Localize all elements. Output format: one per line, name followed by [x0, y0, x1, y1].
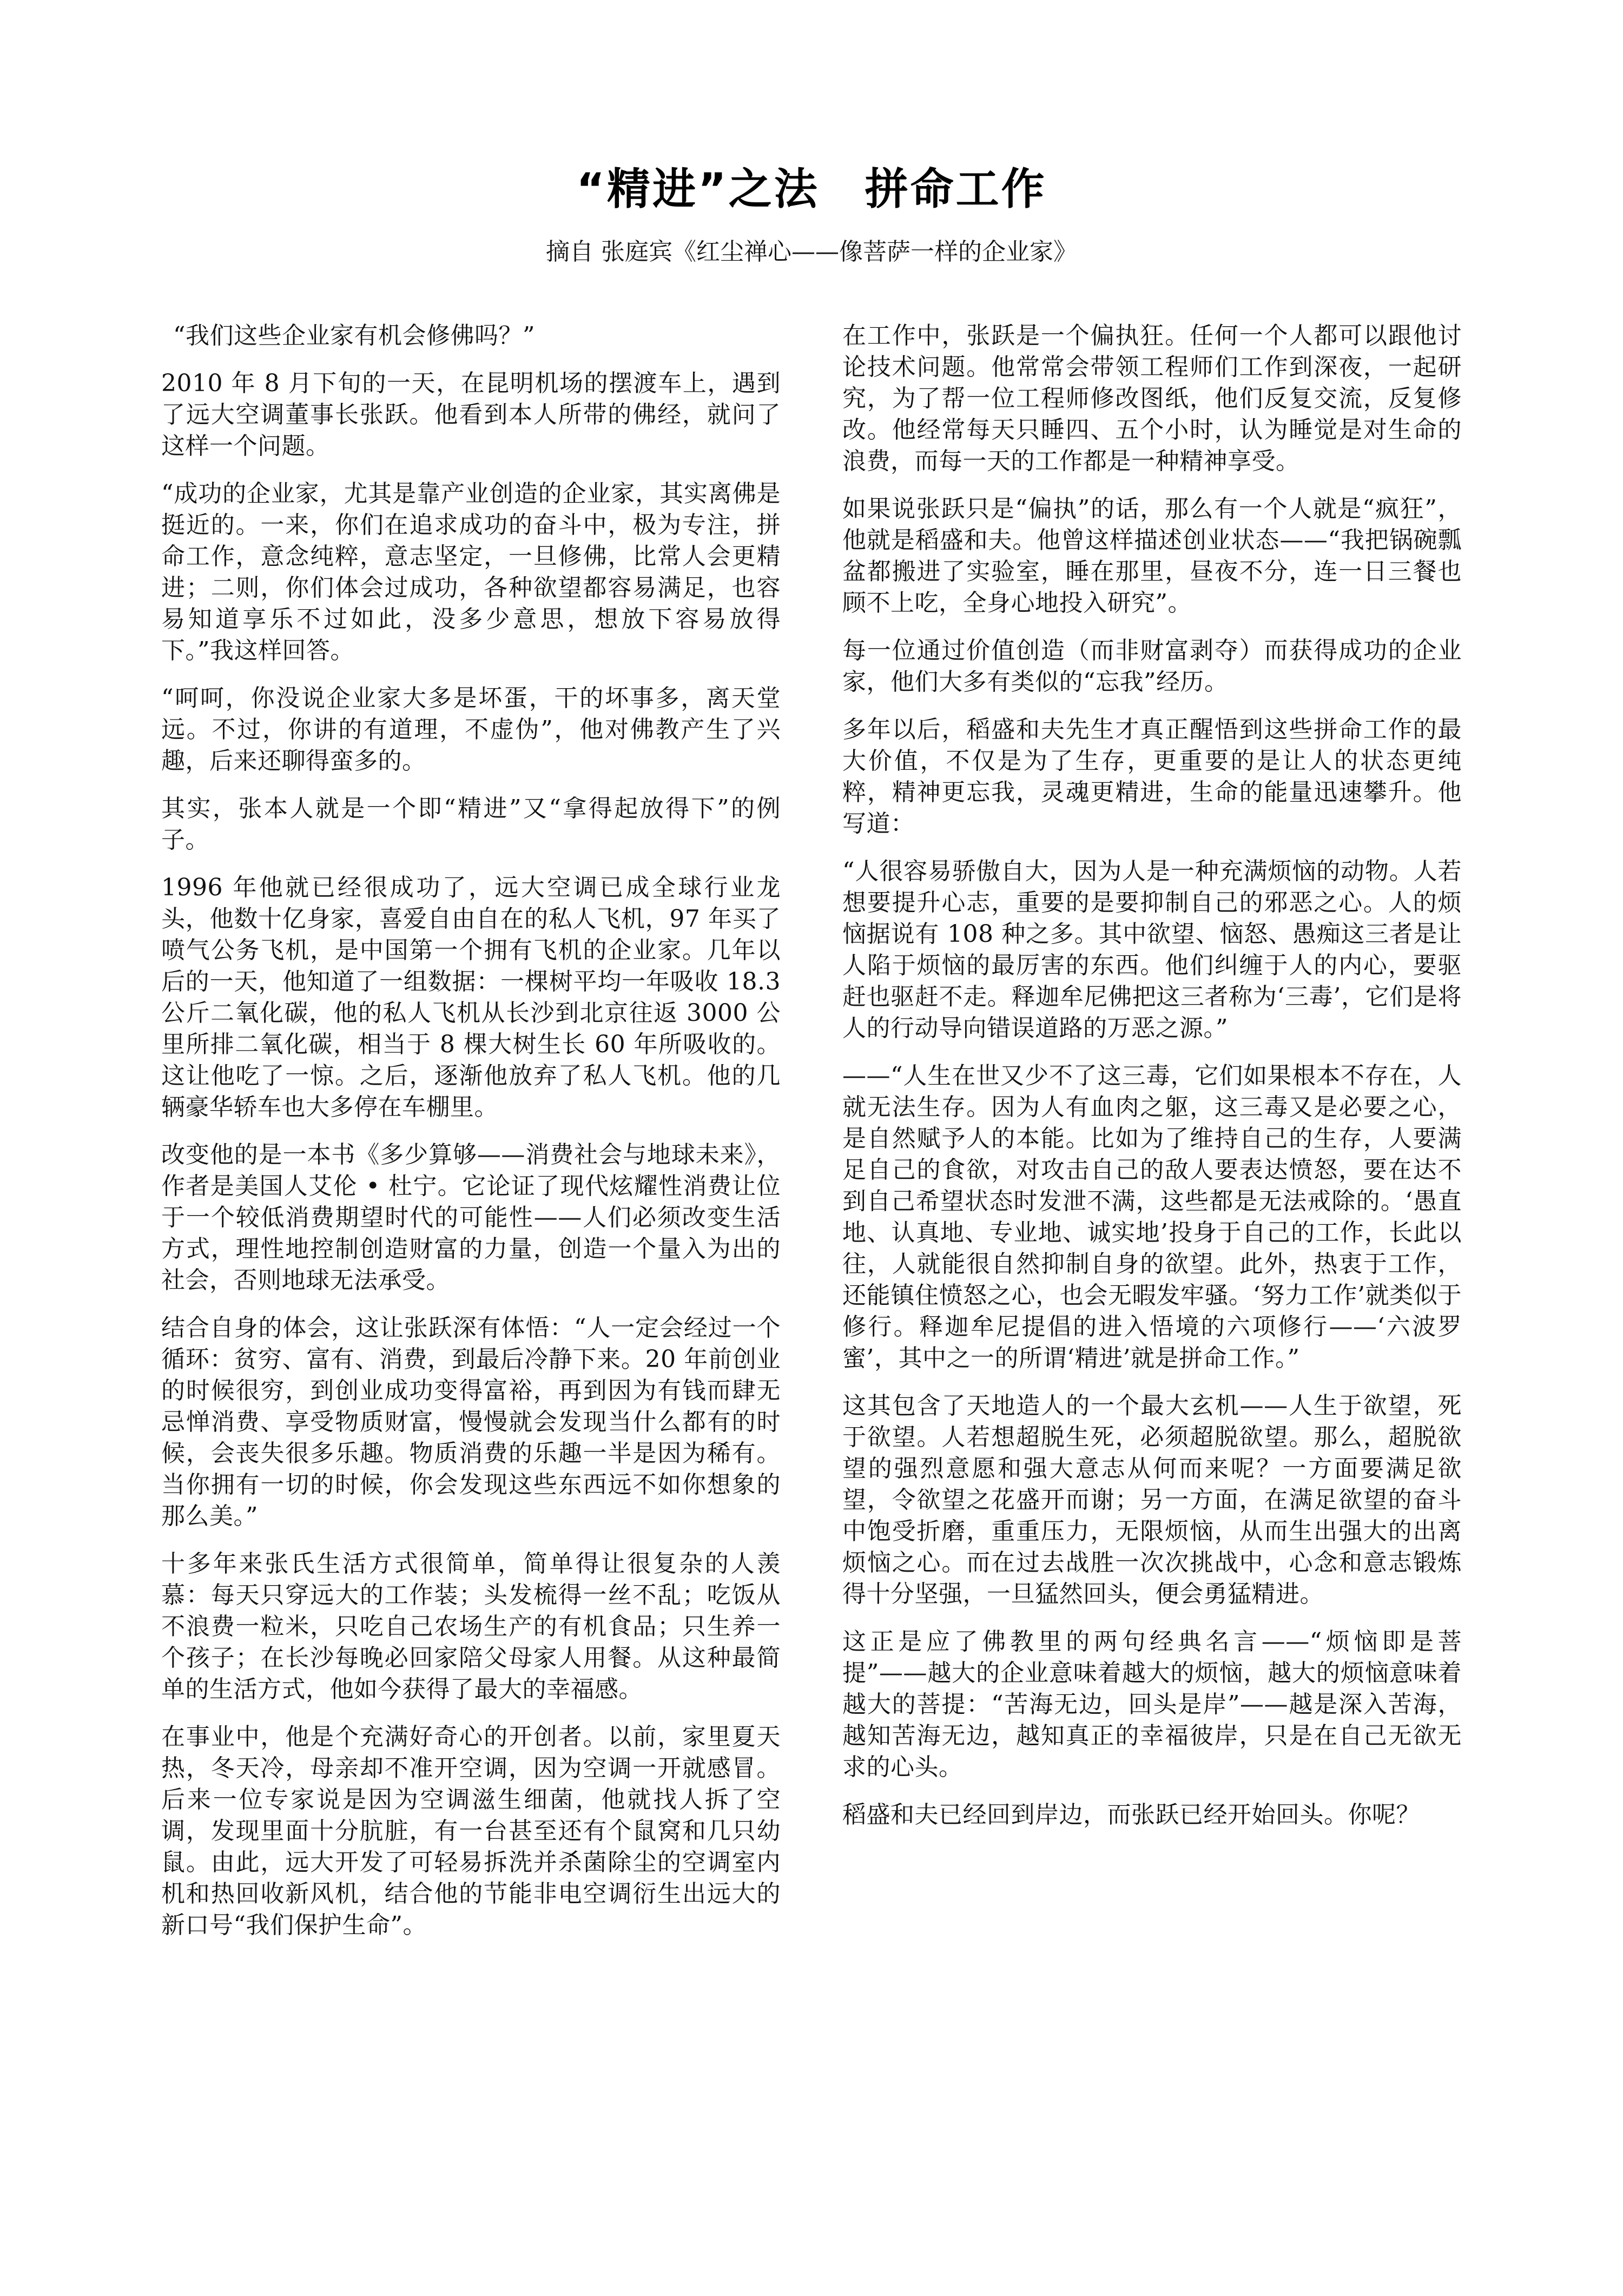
right-paragraph: 多年以后，稻盛和夫先生才真正醒悟到这些拼命工作的最大价值，不仅是为了生存，更重要的是让人的状态更纯粹，精神更忘我，灵魂更精进，生命的能量迅速攀升。他写道： [842, 716, 1462, 837]
left-paragraph: 改变他的是一本书《多少算够——消费社会与地球未来》，作者是美国人艾伦 • 杜宁。它论证了现代炫耀性消费让位于一个较低消费期望时代的可能性——人们必须改变生活方式，理性地控制创造财富的力量，创造一个量入为出的社会，否则地球无法承受。 [161, 1141, 781, 1294]
right-paragraph: 在工作中，张跃是一个偏执狂。任何一个人都可以跟他讨论技术问题。他常常会带领工程师们工作到深夜，一起研究，为了帮一位工程师修改图纸，他们反复交流，反复修改。他经常每天只睡四、五个小时，认为睡觉是对生命的浪费，而每一天的工作都是一种精神享受。 [842, 322, 1462, 475]
page-title: “精进”之法 拼命工作 [576, 164, 1047, 214]
left-paragraph: 在事业中，他是个充满好奇心的开创者。以前，家里夏天热，冬天冷，母亲却不准开空调，因为空调一开就感冒。后来一位专家说是因为空调滋生细菌，他就找人拆了空调，发现里面十分肮脏，有一台甚至还有个鼠窝和几只幼鼠。由此，远大开发了可轻易拆洗并杀菌除尘的空调室内机和热回收新风机，结合他的节能非电空调衍生出远大的新口号“我们保护生命”。 [161, 1723, 781, 1939]
right-paragraph: “人很容易骄傲自大，因为人是一种充满烦恼的动物。人若想要提升心志，重要的是要抑制自己的邪恶之心。人的烦恼据说有 108 种之多。其中欲望、恼怒、愚痴这三者是让人陷于烦恼的最厉害的东西。他们纠缠于人的内心，要驱赶也驱赶不走。释迦牟尼佛把这三者称为‘三毒’，它们是将人的行动导向错误道路的万恶之源。” [842, 857, 1462, 1042]
left-paragraph: “我们这些企业家有机会修佛吗？” [173, 322, 535, 349]
page-subtitle: 摘自 张庭宾《红尘禅心——像菩萨一样的企业家》 [546, 238, 1077, 266]
left-paragraph: 结合自身的体会，这让张跃深有体悟：“人一定会经过一个循环：贫穷、富有、消费，到最后冷静下来。20 年前创业的时候很穷，到创业成功变得富裕，再到因为有钱而肆无忌惮消费、享受物质财富，慢慢就会发现当什么都有的时候，会丧失很多乐趣。物质消费的乐趣一半是因为稀有。当你拥有一切的时候，你会发现这些东西远不如你想象的那么美。” [161, 1314, 781, 1530]
right-paragraph: 这正是应了佛教里的两句经典名言——“烦恼即是菩提”——越大的企业意味着越大的烦恼，越大的烦恼意味着越大的菩提：“苦海无边，回头是岸”——越是深入苦海，越知苦海无边，越知真正的幸福彼岸，只是在自己无欲无求的心头。 [842, 1628, 1462, 1781]
right-paragraph: 这其包含了天地造人的一个最大玄机——人生于欲望，死于欲望。人若想超脱生死，必须超脱欲望。那么，超脱欲望的强烈意愿和强大意志从何而来呢？一方面要满足欲望，令欲望之花盛开而谢；另一方面，在满足欲望的奋斗中饱受折磨，重重压力，无限烦恼，从而生出强大的出离烦恼之心。而在过去战胜一次次挑战中，心念和意志锻炼得十分坚强，一旦猛然回头，便会勇猛精进。 [842, 1392, 1462, 1608]
left-paragraph: “成功的企业家，尤其是靠产业创造的企业家，其实离佛是挺近的。一来，你们在追求成功的奋斗中，极为专注，拼命工作，意念纯粹，意志坚定，一旦修佛，比常人会更精进；二则，你们体会过成功，各种欲望都容易满足，也容易知道享乐不过如此，没多少意思，想放下容易放得下。”我这样回答。 [161, 480, 781, 664]
left-paragraph: “呵呵，你没说企业家大多是坏蛋，干的坏事多，离天堂远。不过，你讲的有道理，不虚伪”，他对佛教产生了兴趣，后来还聊得蛮多的。 [161, 684, 781, 775]
right-paragraph: ——“人生在世又少不了这三毒，它们如果根本不存在，人就无法生存。因为人有血肉之躯，这三毒又是必要之心，是自然赋予人的本能。比如为了维持自己的生存，人要满足自己的食欲，对攻击自己的敌人要表达愤怒，要在达不到自己希望状态时发泄不满，这些都是无法戒除的。‘愚直地、认真地、专业地、诚实地’投身于自己的工作，长此以往，人就能很自然抑制自身的欲望。此外，热衷于工作，还能镇住愤怒之心，也会无暇发牢骚。‘努力工作’就类似于修行。释迦牟尼提倡的进入悟境的六项修行——‘六波罗蜜’，其中之一的所谓‘精进’就是拼命工作。” [842, 1062, 1462, 1372]
left-paragraph: 1996 年他就已经很成功了，远大空调已成全球行业龙头，他数十亿身家，喜爱自由自在的私人飞机，97 年买了喷气公务飞机，是中国第一个拥有飞机的企业家。几年以后的一天，他知道了一组数据：一棵树平均一年吸收 18.3 公斤二氧化碳，他的私人飞机从长沙到北京往返 3000 公里所排二氧化碳，相当于 8 棵大树生长 60 年所吸收的。这让他吃了一惊。之后，逐渐他放弃了私人飞机。他的几辆豪华轿车也大多停在车棚里。 [161, 874, 781, 1121]
left-paragraph: 2010 年 8 月下旬的一天，在昆明机场的摆渡车上，遇到了远大空调董事长张跃。他看到本人所带的佛经，就问了这样一个问题。 [161, 370, 781, 460]
right-column [842, 320, 1462, 1847]
right-paragraph: 稻盛和夫已经回到岸边，而张跃已经开始回头。你呢？ [842, 1801, 1420, 1829]
left-paragraph: 其实，张本人就是一个即“精进”又“拿得起放得下”的例子。 [161, 795, 781, 854]
right-paragraph: 如果说张跃只是“偏执”的话，那么有一个人就是“疯狂”，他就是稻盛和夫。他曾这样描述创业状态——“我把锅碗瓢盆都搬进了实验室，睡在那里，昼夜不分，连一日三餐也顾不上吃，全身心地投入研究”。 [842, 495, 1462, 617]
right-paragraph: 每一位通过价值创造（而非财富剥夺）而获得成功的企业家，他们大多有类似的“忘我”经历。 [842, 637, 1462, 696]
left-paragraph: 十多年来张氏生活方式很简单，简单得让很复杂的人羡慕：每天只穿远大的工作装；头发梳得一丝不乱；吃饭从不浪费一粒米，只吃自己农场生产的有机食品；只生养一个孩子；在长沙每晚必回家陪父母家人用餐。从这种最简单的生活方式，他如今获得了最大的幸福感。 [161, 1550, 781, 1703]
left-column [161, 320, 781, 1957]
